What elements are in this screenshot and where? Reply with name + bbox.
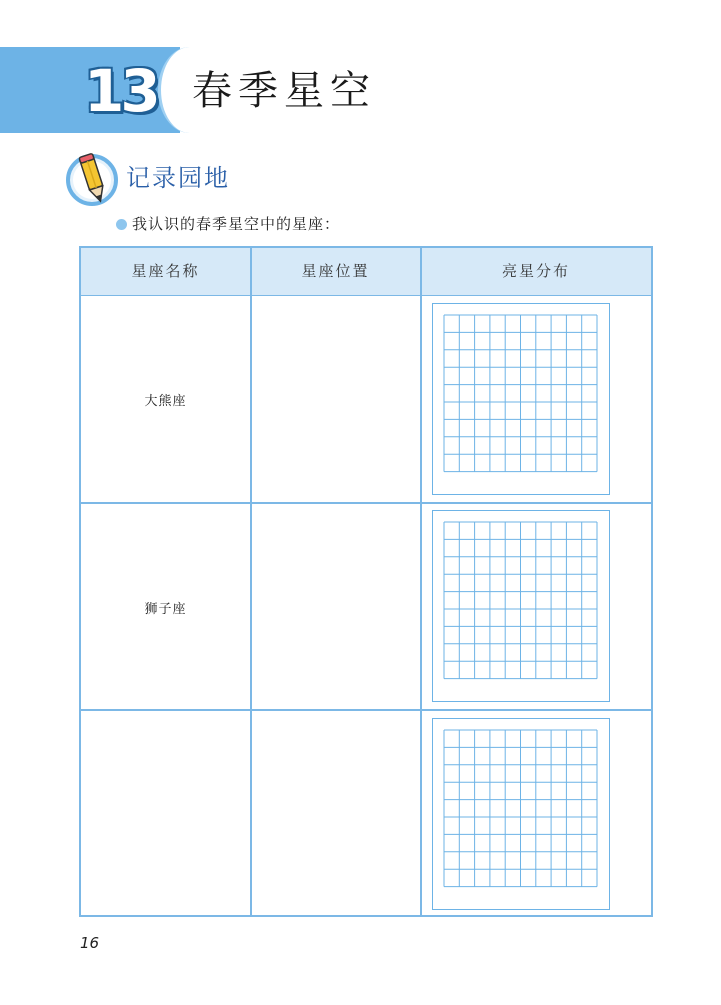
page-number: 16 (80, 934, 100, 952)
column-header-name: 星座名称 (131, 262, 200, 280)
prompt-text: 我认识的春季星空中的星座： (132, 215, 341, 233)
bullet-dot (116, 219, 127, 230)
prompt-line (116, 212, 340, 236)
section-heading: 记录园地 (126, 164, 230, 192)
table-header (81, 248, 651, 296)
pencil-icon (64, 150, 122, 208)
record-table (79, 246, 653, 917)
column-header-bright-stars: 亮星分布 (501, 262, 570, 280)
lesson-number: 13 (84, 57, 157, 125)
constellation-position[interactable] (251, 518, 420, 668)
star-grid[interactable] (432, 303, 610, 495)
column-divider (420, 248, 422, 915)
column-header-position: 星座位置 (301, 262, 370, 280)
row-divider (81, 709, 651, 711)
constellation-name: 大熊座 (144, 394, 187, 409)
constellation-position[interactable] (251, 728, 420, 878)
star-grid[interactable] (432, 510, 610, 702)
lesson-title: 春季星空 (192, 68, 376, 114)
constellation-position[interactable] (251, 308, 420, 458)
row-divider (81, 502, 651, 504)
star-grid[interactable] (432, 718, 610, 910)
constellation-name: 狮子座 (144, 602, 187, 617)
